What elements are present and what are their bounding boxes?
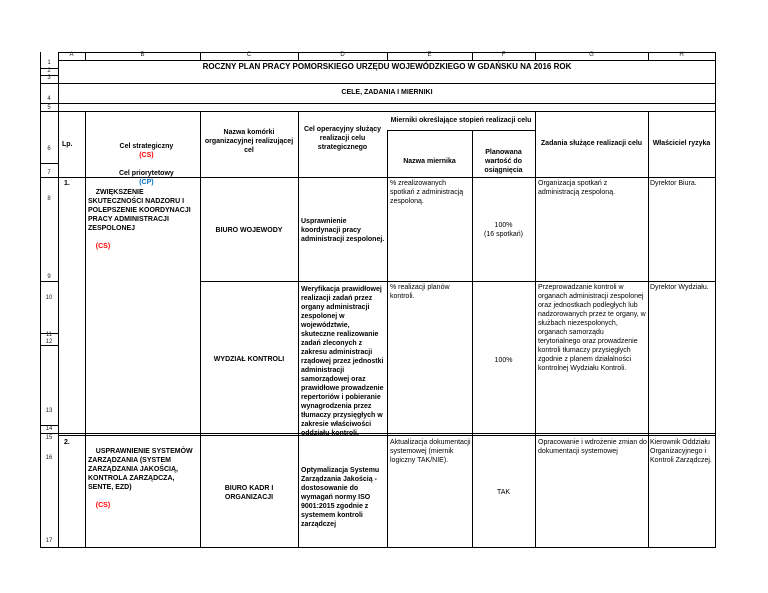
- column-header-d[interactable]: D: [340, 52, 345, 58]
- row-2-cel-text: USPRAWNIENIE SYSTEMÓW ZARZĄDZANIA (SYSTEM ZARZĄDZANIA JAKOŚCIĄ, KONTROLA ZARZĄDCZA, SENTE, EZD): [88, 448, 195, 491]
- row-number[interactable]: 6: [47, 146, 51, 152]
- grid-line: [387, 52, 388, 60]
- header-zadania: Zadania służące realizacji celu: [540, 140, 643, 147]
- grid-line: [40, 83, 58, 84]
- header-planowana: Planowana wartość do osiągnięcia: [484, 149, 524, 174]
- row-2a-wlasciciel: Kierownik Oddziału Organizacyjnego i Kontroli Zarządczej.: [650, 439, 712, 464]
- grid-line: [40, 163, 58, 164]
- row-number[interactable]: 12: [45, 339, 53, 345]
- header-nazwa-miernika: Nazwa miernika: [403, 158, 456, 165]
- column-header-c[interactable]: C: [246, 52, 252, 58]
- header-komorka: Nazwa komórki organizacyjnej realizującej cel: [204, 129, 296, 154]
- row-1a-komorka: BIURO WOJEWODY: [215, 227, 283, 234]
- grid-line: [85, 52, 86, 60]
- row-number[interactable]: 4: [47, 96, 51, 102]
- page-title: ROCZNY PLAN PRACY POMORSKIEGO URZĘDU WOJEWÓDZKIEGO W GDAŃSKU NA 2016 ROK: [202, 62, 572, 71]
- row-number[interactable]: 15: [45, 435, 53, 441]
- row-1-cel: [88, 179, 198, 260]
- grid-line: [40, 177, 58, 178]
- row-2a-zadania: Opracowanie i wdrożenie zmian do dokumentacji systemowej: [538, 439, 649, 455]
- grid-line: [40, 103, 58, 104]
- row-1b-komorka: WYDZIAŁ KONTROLI: [213, 356, 285, 363]
- row-1b-wartosc: 100%: [494, 357, 513, 364]
- row-number[interactable]: 17: [45, 538, 53, 544]
- grid-line: [58, 103, 716, 104]
- row-number[interactable]: 9: [47, 274, 51, 280]
- row-2-cel: [88, 438, 198, 519]
- column-header-a[interactable]: A: [69, 52, 74, 58]
- header-cel-priorytetowy-label: Cel priorytetowy: [118, 170, 174, 177]
- row-1-cel-text: ZWIĘKSZENIE SKUTECZNOŚCI NADZORU I POLEPSZENIE KOORDYNACJI PRACY ADMINISTRACJI ZESPOLONEJ: [88, 189, 193, 232]
- grid-line: [40, 111, 58, 112]
- row-1a-cel-operacyjny: Usprawnienie koordynacji pracy administracji zespolonej.: [301, 218, 385, 243]
- grid-line: [472, 130, 473, 548]
- row-1a-wlasciciel: Dyrektor Biura.: [650, 180, 697, 187]
- grid-line: [40, 433, 58, 434]
- row-number[interactable]: 16: [45, 455, 53, 461]
- row-number[interactable]: 7: [47, 170, 51, 176]
- column-header-e[interactable]: E: [427, 52, 432, 58]
- page-subtitle: CELE, ZADANIA I MIERNIKI: [341, 89, 433, 96]
- grid-line: [58, 435, 716, 436]
- header-cs-tag: (CS): [139, 152, 154, 159]
- row-number[interactable]: 2: [47, 68, 51, 74]
- grid-line: [387, 130, 388, 548]
- grid-line: [298, 52, 299, 60]
- grid-line: [40, 345, 58, 346]
- grid-line: [387, 130, 535, 131]
- header-cel-strategiczny-label: Cel strategiczny: [119, 143, 174, 150]
- row-1b-wlasciciel: Dyrektor Wydziału.: [650, 284, 709, 291]
- row-2a-cel-operacyjny: Optymalizacja Systemu Zarządzania Jakością - dostosowanie do wymagań normy ISO 9001:2015 zgodnie z systemem kontroli zarządczej: [301, 467, 382, 528]
- row-number[interactable]: 13: [45, 408, 53, 414]
- grid-line: [715, 52, 716, 548]
- row-number[interactable]: 5: [47, 105, 51, 111]
- row-1b-miernik: % realizacji planów kontroli.: [390, 284, 452, 300]
- header-lp: Lp.: [62, 141, 73, 148]
- row-2-lp: 2.: [64, 439, 70, 446]
- grid-line: [40, 547, 716, 548]
- header-wlasciciel: Właściciel ryzyka: [652, 140, 711, 147]
- row-number[interactable]: 11: [45, 332, 53, 338]
- row-number[interactable]: 14: [45, 426, 53, 432]
- grid-line: [40, 281, 58, 282]
- header-mierniki: Mierniki określające stopień realizacji celu: [390, 117, 532, 124]
- row-1-lp: 1.: [64, 180, 70, 187]
- header-cel-operacyjny: Cel operacyjny służący realizacji celu strategicznego: [303, 126, 383, 151]
- grid-line: [58, 83, 716, 84]
- row-1a-wartosc: 100% (16 spotkań): [484, 222, 523, 238]
- row-number[interactable]: 1: [47, 60, 51, 66]
- grid-line: [648, 52, 649, 60]
- row-1a-zadania: Organizacja spotkań z administracją zespoloną.: [538, 180, 616, 196]
- row-number[interactable]: 10: [45, 295, 53, 301]
- row-2a-wartosc: TAK: [496, 489, 511, 496]
- row-1-cel-tag: (CS): [95, 243, 111, 250]
- row-1b-cel-operacyjny: Weryfikacja prawidłowej realizacji zadań przez organy administracji zespolonej w województwie, skuteczne realizowanie zadań zleconych z zakresu administracji rządowej przez jednostki administracji samorządowej oraz prawidłowe prowadzenie repertoriów i pobieranie wynagrodzenia przez tłumaczy przysięgłych w zakresie właściwości oddziału kontroli.: [301, 286, 386, 437]
- row-1b-zadania: Przeprowadzanie kontroli w organach administracji zespolonej oraz jednostkach podległych lub nadzorowanych przez te organy, w służbach niezespolonych, organach samorządu terytorialnego oraz prowadzenie kontroli tłumaczy przysięgłych zgodnie z planem działalności kontrolnej Wydziału Kontroli.: [538, 284, 648, 372]
- row-2a-miernik: Aktualizacja dokumentacji systemowej (miernik logiczny TAK/NIE).: [390, 439, 473, 464]
- column-header-h[interactable]: H: [679, 52, 684, 58]
- grid-line: [58, 52, 59, 548]
- row-1a-miernik: % zrealizowanych spotkań z administracją zespoloną.: [390, 180, 466, 205]
- grid-line: [200, 52, 201, 60]
- grid-line: [200, 281, 716, 282]
- column-header-b[interactable]: B: [140, 52, 145, 58]
- column-header-g[interactable]: G: [589, 52, 594, 58]
- row-number[interactable]: 8: [47, 196, 51, 202]
- grid-line: [58, 111, 716, 112]
- grid-line: [535, 52, 536, 60]
- row-number[interactable]: 3: [47, 75, 51, 81]
- column-header-f[interactable]: F: [501, 52, 506, 58]
- grid-line: [472, 52, 473, 60]
- row-2a-komorka: BIURO KADR I ORGANIZACJI: [224, 485, 276, 501]
- header-cp-tag: (CP): [139, 179, 154, 186]
- row-2-cel-tag: (CS): [95, 502, 111, 509]
- grid-line: [58, 433, 716, 434]
